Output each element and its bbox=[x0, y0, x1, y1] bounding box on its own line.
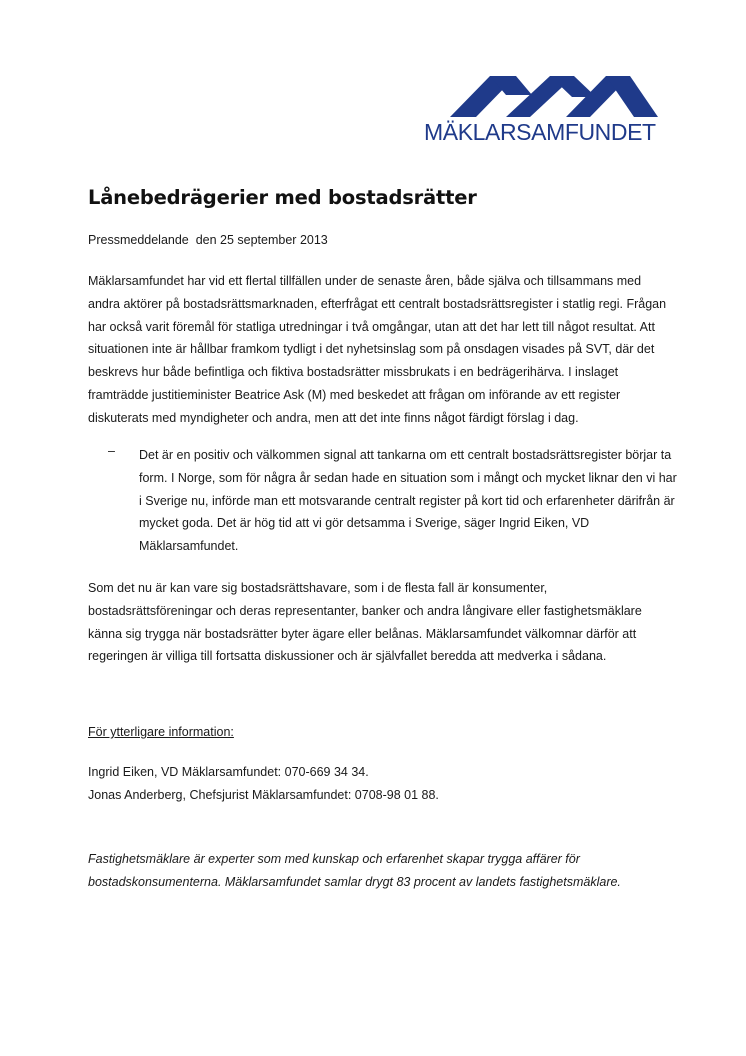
page-title: Lånebedrägerier med bostadsrätter bbox=[88, 186, 477, 209]
boilerplate-footer: Fastighetsmäklare är experter som med kunskap och erfarenhet skapar trygga affärer för bostadskonsumenterna. Mäklarsamfundet samlar drygt 83 procent av landets fastighetsmäklare. bbox=[88, 852, 621, 889]
quote-text: Det är en positiv och välkommen signal att tankarna om ett centralt bostadsrättsregister börjar ta form. I Norge, som för några år sedan hade en situation som i mångt och mycket liknar den vi har i Sverige nu, införde man ett motsvarande centralt register på kort tid och erfarenheter därifrån är mycket goda. Det är hög tid att vi gör detsamma i Sverige, säger Ingrid Eiken, VD Mäklarsamfundet. bbox=[139, 448, 677, 554]
contact-line: Ingrid Eiken, VD Mäklarsamfundet: 070-669 34 34. bbox=[88, 765, 369, 779]
intro-paragraph: Mäklarsamfundet har vid ett flertal tillfällen under de senaste åren, både själva och tillsammans med andra aktörer på bostadsrättsmarknaden, efterfrågat ett centralt bostadsrättsregister i statlig regi. Frågan har också varit föremål för statliga utredningar i två omgångar, utan att det har lett till något resultat. Att situationen inte är hållbar framkom tydligt i det nyhetsinslag som på onsdagen visades på SVT, där det beskrevs hur både befintliga och fiktiva bostadsrätter missbrukats i en bedrägerihärva. I inslaget framträdde justitieminister Beatrice Ask (M) med beskedet att frågan om införande av ett register diskuterats med myndigheter och andra, men att det inte finns något färdigt förslag i dag. bbox=[88, 274, 667, 425]
body-paragraph: Som det nu är kan vare sig bostadsrättshavare, som i de flesta fall är konsumenter, bostadsrättsföreningar och deras representanter, banker och andra långivare eller fastighetsmäklare känna sig trygga när bostadsrätter byter ägare eller belånas. Mäklarsamfundet välkomnar därför att regeringen är villiga till fortsatta diskussioner och är självfallet beredda att medverka i sådana. bbox=[88, 581, 642, 664]
logo-wordmark: MÄKLARSAMFUNDET bbox=[424, 119, 656, 145]
dateline: Pressmeddelande den 25 september 2013 bbox=[88, 233, 328, 247]
contact-line: Jonas Anderberg, Chefsjurist Mäklarsamfundet: 0708-98 01 88. bbox=[88, 788, 439, 802]
quote-block bbox=[108, 444, 677, 558]
maklarsamfundet-logo bbox=[424, 76, 660, 146]
logo-roofs-icon bbox=[450, 76, 658, 118]
quote-dash: – bbox=[108, 444, 115, 458]
more-info-heading: För ytterligare information: bbox=[88, 725, 234, 739]
